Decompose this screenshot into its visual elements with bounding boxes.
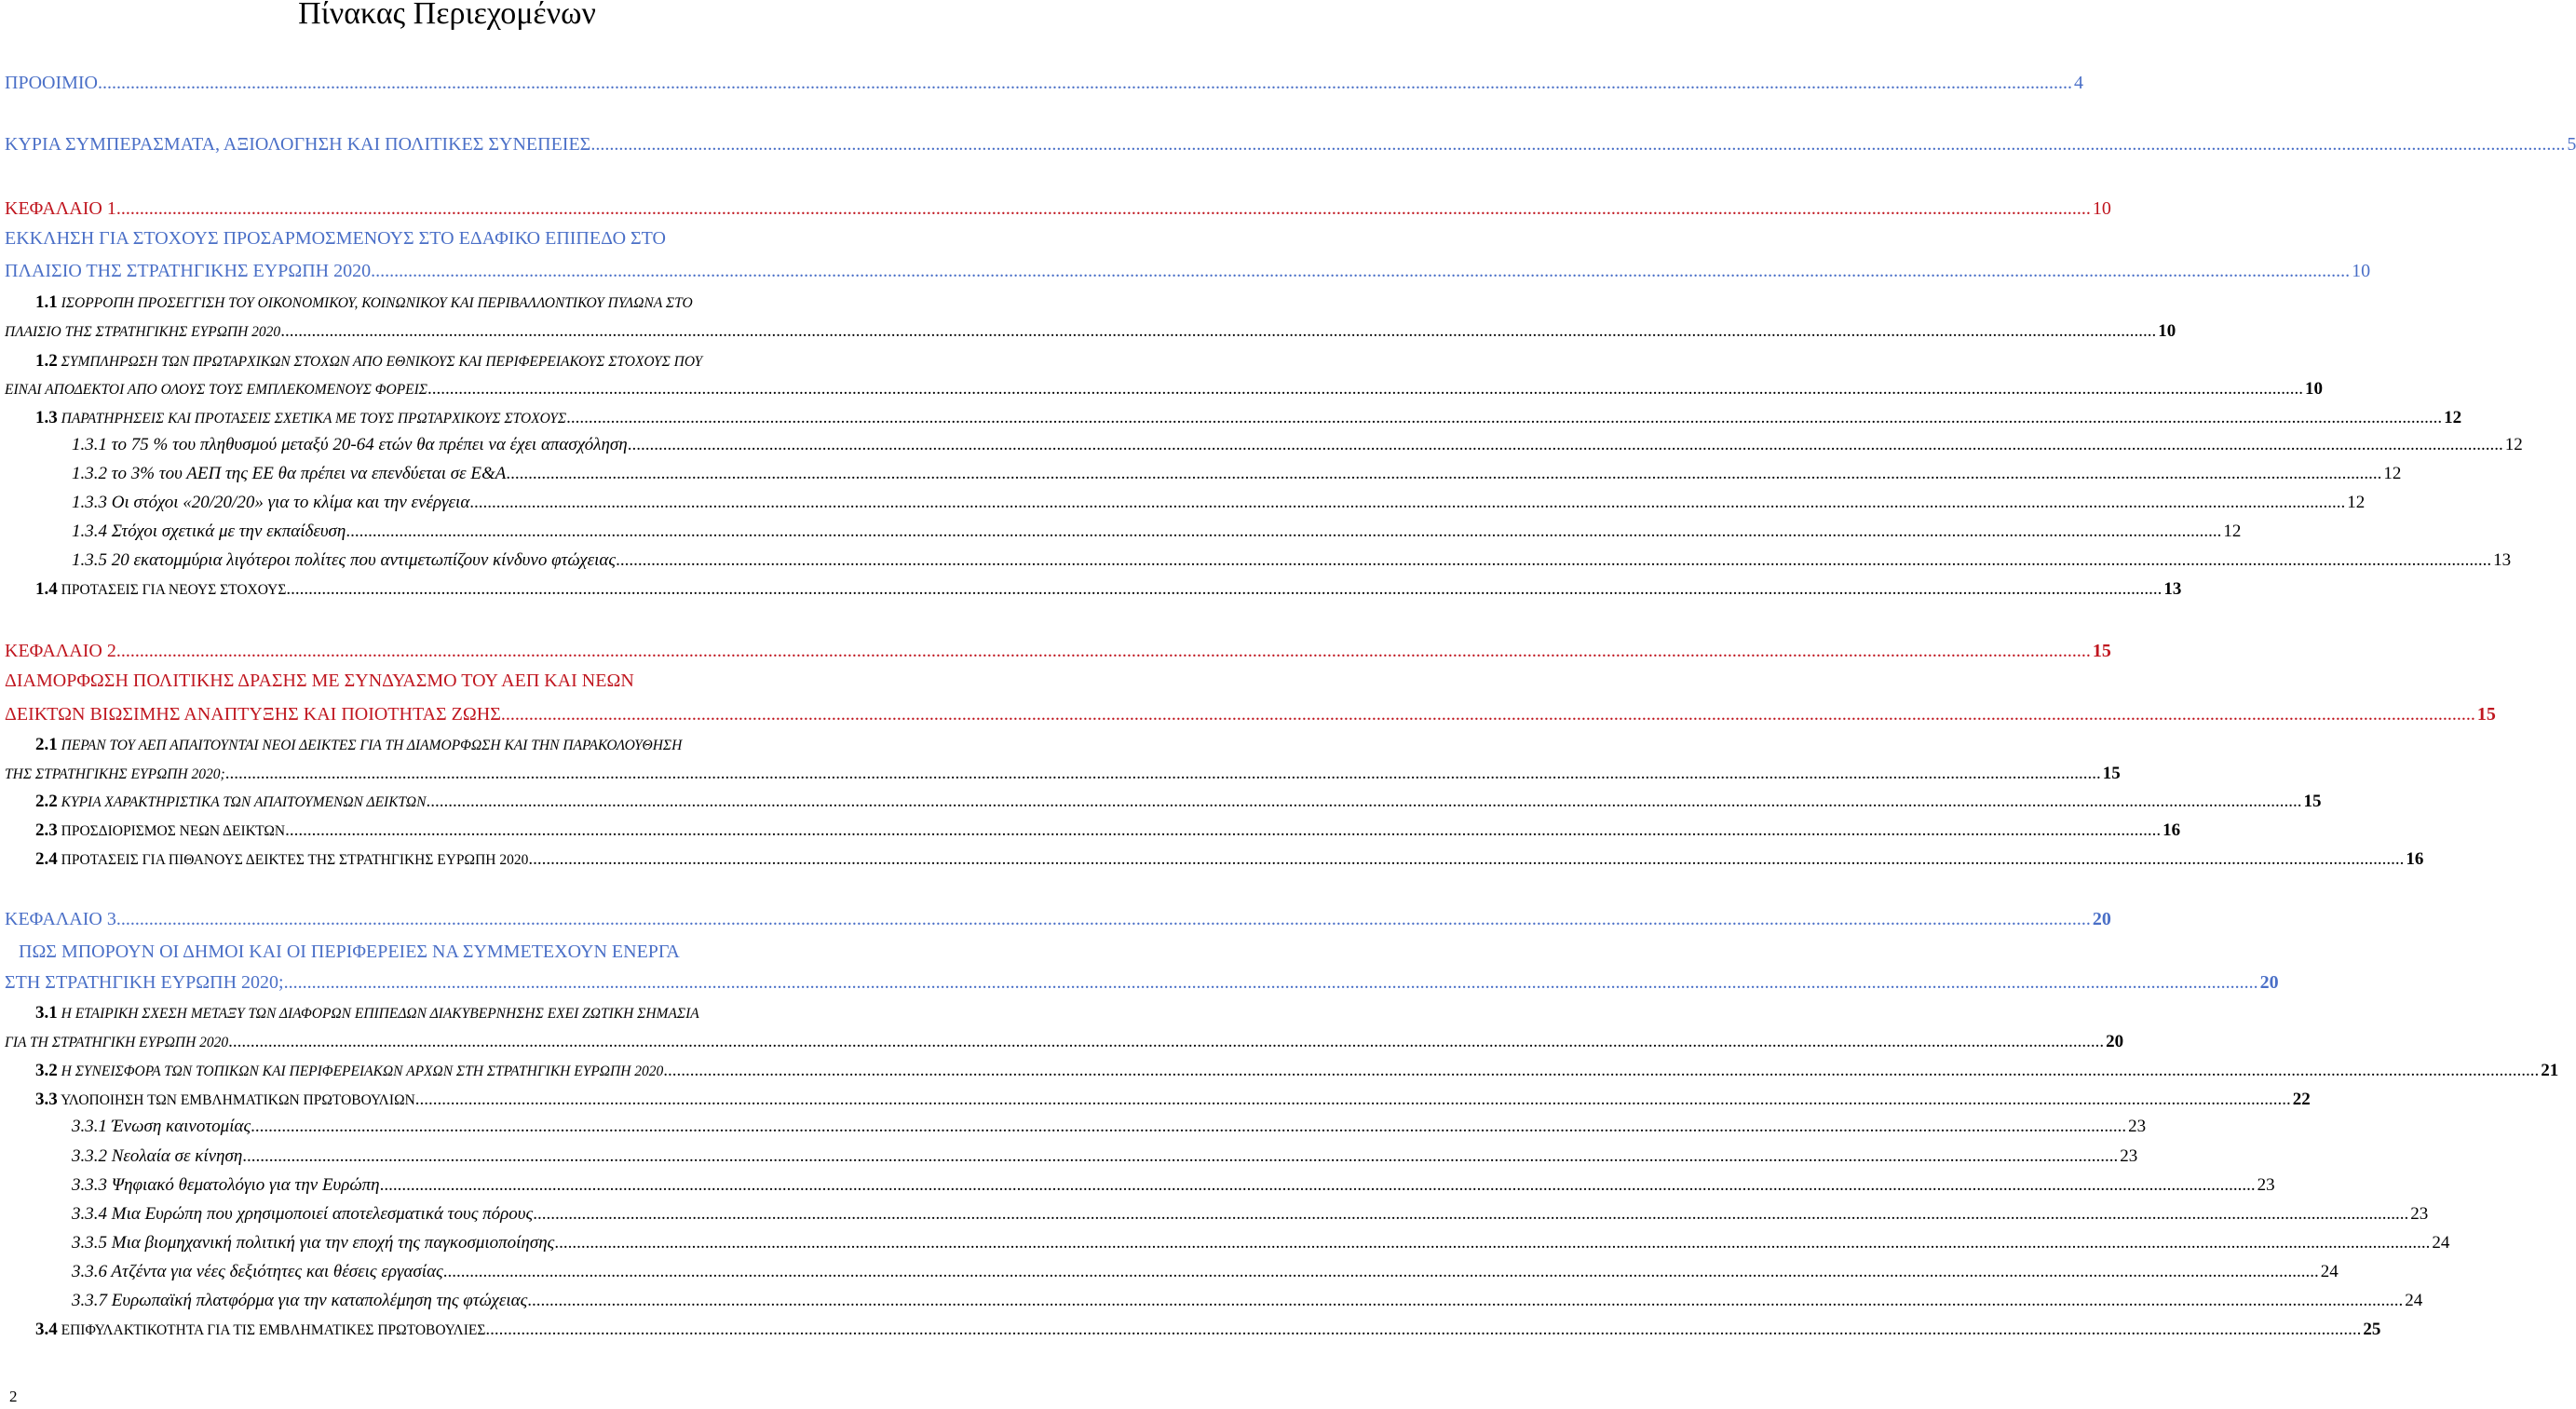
toc-entry-1-1[interactable] <box>5 321 2176 342</box>
toc-entry-3-3-7[interactable] <box>72 1291 2423 1311</box>
toc-page-number: 21 <box>2541 1061 2559 1080</box>
toc-page-number: 5 <box>2567 134 2576 155</box>
toc-entry-3-3[interactable] <box>35 1090 2311 1110</box>
toc-entry-1-3-2[interactable] <box>72 464 2402 484</box>
chapter-3-title-line-1[interactable]: ΠΩΣ ΜΠΟΡΟΥΝ ΟΙ ΔΗΜΟΙ ΚΑΙ ΟΙ ΠΕΡΙΦΕΡΕΙΕΣ ΝΑ ΣΥΜΜΕΤΕΧΟΥΝ ΕΝΕΡΓΑ <box>19 942 680 962</box>
dot-leader <box>616 550 2491 571</box>
toc-entry-1-3-4[interactable] <box>72 522 2242 542</box>
toc-entry-1-2-line-1[interactable] <box>35 351 702 372</box>
toc-entry-text: 3.3.2 Νεολαία σε κίνηση <box>72 1146 243 1166</box>
toc-entry-chapter-1-title[interactable] <box>5 261 2371 282</box>
dot-leader <box>485 1320 2361 1340</box>
toc-page-number: 15 <box>2476 704 2496 725</box>
toc-page-number: 24 <box>2320 1262 2339 1281</box>
toc-entry-1-3[interactable] <box>35 408 2462 428</box>
section-number: 1.3 <box>35 408 58 427</box>
toc-entry-text: ΓΙΑ ΤΗ ΣΤΡΑΤΗΓΙΚΗ ΕΥΡΩΠΗ 2020 <box>5 1035 229 1050</box>
dot-leader <box>443 1262 2319 1282</box>
toc-entry-text: 1.3.2 το 3% του ΑΕΠ της ΕΕ θα πρέπει να επενδύεται σε Ε&Α <box>72 464 507 483</box>
dot-leader <box>285 820 2161 841</box>
dot-leader <box>566 408 2442 428</box>
toc-entry-chapter-3[interactable] <box>5 909 2111 930</box>
toc-entry-text: ΣΥΜΠΛΗΡΩΣΗ ΤΩΝ ΠΡΩΤΑΡΧΙΚΩΝ ΣΤΟΧΩΝ ΑΠΟ ΕΘΝΙΚΟΥΣ ΚΑΙ ΠΕΡΙΦΕΡΕΙΑΚΟΥΣ ΣΤΟΧΟΥΣ ΠΟΥ <box>61 354 703 370</box>
toc-entry-chapter-2-title[interactable] <box>5 704 2496 725</box>
toc-entry-3-2[interactable] <box>35 1061 2559 1081</box>
dot-leader <box>251 1117 2126 1137</box>
dot-leader <box>98 73 2072 94</box>
toc-entry-text: 3.3.6 Ατζέντα για νέες δεξιότητες και θέσεις εργασίας <box>72 1262 443 1281</box>
toc-entry-2-2[interactable] <box>35 792 2322 812</box>
dot-leader <box>346 522 2221 542</box>
toc-entry-text: 3.3.3 Ψηφιακό θεματολόγιο για την Ευρώπη <box>72 1175 380 1195</box>
toc-entry-text: ΚΥΡΙΑ ΧΑΡΑΚΤΗΡΙΣΤΙΚΑ ΤΩΝ ΑΠΑΙΤΟΥΜΕΝΩΝ ΔΕΙΚΤΩΝ <box>61 794 427 810</box>
toc-entry-chapter-2[interactable] <box>5 641 2111 662</box>
toc-title: Πίνακας Περιεχομένων <box>298 0 596 31</box>
toc-entry-1-3-5[interactable] <box>72 550 2512 571</box>
toc-entry-2-3[interactable] <box>35 820 2181 841</box>
toc-entry-3-3-3[interactable] <box>72 1175 2275 1196</box>
toc-page-number: 12 <box>2223 522 2242 541</box>
dot-leader <box>415 1090 2291 1110</box>
toc-entry-text: ΚΕΦΑΛΑΙΟ 1 <box>5 198 116 219</box>
toc-entry-text: 1.3.3 Οι στόχοι «20/20/20» για το κλίμα και την ενέργεια <box>72 493 470 512</box>
toc-page-number: 23 <box>2257 1175 2275 1195</box>
dot-leader <box>501 704 2475 725</box>
toc-entry-1-1-line-1[interactable] <box>35 292 693 313</box>
toc-entry-kyria[interactable] <box>5 134 2576 156</box>
toc-entry-text: ΠΕΡΑΝ ΤΟΥ ΑΕΠ ΑΠΑΙΤΟΥΝΤΑΙ ΝΕΟΙ ΔΕΙΚΤΕΣ ΓΙΑ ΤΗ ΔΙΑΜΟΡΦΩΣΗ ΚΑΙ ΤΗΝ ΠΑΡΑΚΟΛΟΥΘΗΣΗ <box>61 738 683 753</box>
toc-page-number: 20 <box>2259 972 2279 993</box>
toc-entry-text: ΠΡΟΤΑΣΕΙΣ ΓΙΑ ΠΙΘΑΝΟΥΣ ΔΕΙΚΤΕΣ ΤΗΣ ΣΤΡΑΤΗΓΙΚΗΣ ΕΥΡΩΠΗ 2020 <box>61 852 529 868</box>
toc-page-number: 23 <box>2128 1117 2147 1136</box>
section-number: 3.4 <box>35 1320 58 1339</box>
toc-entry-3-1[interactable] <box>5 1032 2124 1052</box>
toc-page-number: 15 <box>2102 764 2121 783</box>
toc-entry-chapter-1[interactable] <box>5 198 2111 220</box>
toc-page-number: 10 <box>2352 261 2371 281</box>
toc-entry-text: ΠΡΟΟΙΜΙΟ <box>5 73 98 93</box>
toc-entry-text: ΠΛΑΙΣΙΟ ΤΗΣ ΣΤΡΑΤΗΓΙΚΗΣ ΕΥΡΩΠΗ 2020 <box>5 324 281 340</box>
toc-entry-text: ΣΤΗ ΣΤΡΑΤΗΓΙΚΗ ΕΥΡΩΠΗ 2020; <box>5 972 284 993</box>
toc-entry-text: 1.3.1 το 75 % του πληθυσμού μεταξύ 20-64 ετών θα πρέπει να έχει απασχόληση <box>72 435 628 454</box>
toc-entry-3-3-1[interactable] <box>72 1117 2147 1137</box>
toc-entry-text: ΤΗΣ ΣΤΡΑΤΗΓΙΚΗΣ ΕΥΡΩΠΗ 2020; <box>5 766 225 782</box>
toc-page-number: 20 <box>2106 1032 2124 1051</box>
section-number: 1.1 <box>35 292 58 312</box>
toc-entry-3-3-4[interactable] <box>72 1204 2429 1225</box>
toc-entry-text: ΕΠΙΦΥΛΑΚΤΙΚΟΤΗΤΑ ΓΙΑ ΤΙΣ ΕΜΒΛΗΜΑΤΙΚΕΣ ΠΡΩΤΟΒΟΥΛΙΕΣ <box>61 1322 486 1338</box>
dot-leader <box>380 1175 2256 1196</box>
dot-leader <box>426 792 2301 812</box>
dot-leader <box>242 1146 2118 1167</box>
toc-page-number: 4 <box>2074 73 2083 93</box>
toc-entry-text: ΠΡΟΣΔΙΟΡΙΣΜΟΣ ΝΕΩΝ ΔΕΙΚΤΩΝ <box>61 823 286 839</box>
toc-entry-text: ΔΕΙΚΤΩΝ ΒΙΩΣΙΜΗΣ ΑΝΑΠΤΥΞΗΣ ΚΑΙ ΠΟΙΟΤΗΤΑΣ ΖΩΗΣ <box>5 704 501 725</box>
toc-page-number: 24 <box>2432 1233 2450 1253</box>
toc-page-number: 25 <box>2363 1320 2381 1339</box>
toc-page-number: 12 <box>2383 464 2402 483</box>
toc-page-number: 10 <box>2092 198 2111 219</box>
toc-page-number: 13 <box>2163 579 2182 599</box>
dot-leader <box>284 972 2258 994</box>
dot-leader <box>375 261 2350 282</box>
toc-page-number: 12 <box>2504 435 2523 454</box>
toc-entry-text: ΠΑΡΑΤΗΡΗΣΕΙΣ ΚΑΙ ΠΡΟΤΑΣΕΙΣ ΣΧΕΤΙΚΑ ΜΕ ΤΟΥΣ ΠΡΩΤΑΡΧΙΚΟΥΣ ΣΤΟΧΟΥΣ <box>61 411 567 427</box>
toc-page-number: 10 <box>2158 321 2176 341</box>
toc-entry-text: 1.3.5 20 εκατομμύρια λιγότεροι πολίτες που αντιμετωπίζουν κίνδυνο φτώχειας <box>72 550 617 570</box>
toc-page-number: 10 <box>2305 379 2324 399</box>
section-number: 2.2 <box>35 792 58 811</box>
toc-entry-3-3-5[interactable] <box>72 1233 2450 1253</box>
dot-leader <box>286 579 2162 600</box>
dot-leader <box>506 464 2381 484</box>
toc-entry-text: 1.3.4 Στόχοι σχετικά με την εκπαίδευση <box>72 522 346 541</box>
toc-page-number: 15 <box>2092 641 2111 661</box>
dot-leader <box>116 641 2091 662</box>
toc-page-number: 12 <box>2347 493 2366 512</box>
toc-entry-2-1-line-1[interactable] <box>35 735 682 755</box>
dot-leader <box>527 1291 2403 1311</box>
section-number: 1.4 <box>35 579 58 599</box>
section-number: 2.4 <box>35 849 58 869</box>
dot-leader <box>554 1233 2430 1253</box>
dot-leader <box>427 379 2303 400</box>
dot-leader <box>280 321 2156 342</box>
toc-entry-text: ΚΕΦΑΛΑΙΟ 2 <box>5 641 116 661</box>
toc-entry-1-3-1[interactable] <box>72 435 2523 455</box>
page-number-footer: 2 <box>9 1388 18 1405</box>
section-number: 1.2 <box>35 351 58 371</box>
section-number: 3.2 <box>35 1061 58 1080</box>
toc-entry-1-2[interactable] <box>5 379 2324 400</box>
toc-entry-text: 3.3.4 Μια Ευρώπη που χρησιμοποιεί αποτελεσματικά τους πόρους <box>72 1204 534 1224</box>
toc-entry-text: 3.3.1 Ένωση καινοτομίας <box>72 1117 251 1136</box>
section-number: 3.1 <box>35 1003 58 1023</box>
toc-page-number: 23 <box>2410 1204 2429 1224</box>
chapter-2-title-line-1[interactable]: ΔΙΑΜΟΡΦΩΣΗ ΠΟΛΙΤΙΚΗΣ ΔΡΑΣΗΣ ΜΕ ΣΥΝΔΥΑΣΜΟ ΤΟΥ ΑΕΠ ΚΑΙ ΝΕΩΝ <box>5 671 634 691</box>
dot-leader <box>225 764 2101 784</box>
toc-entry-3-4[interactable] <box>35 1320 2381 1340</box>
toc-page-number: 20 <box>2092 909 2111 929</box>
toc-entry-prooimio[interactable] <box>5 73 2083 94</box>
chapter-1-title-line-1[interactable]: ΕΚΚΛΗΣΗ ΓΙΑ ΣΤΟΧΟΥΣ ΠΡΟΣΑΡΜΟΣΜΕΝΟΥΣ ΣΤΟ ΕΔΑΦΙΚΟ ΕΠΙΠΕΔΟ ΣΤΟ <box>5 228 666 249</box>
toc-entry-3-1-line-1[interactable] <box>35 1003 699 1023</box>
toc-entry-text: ΚΕΦΑΛΑΙΟ 3 <box>5 909 116 929</box>
toc-page-number: 15 <box>2303 792 2322 811</box>
toc-entry-3-3-2[interactable] <box>72 1146 2138 1167</box>
toc-entry-3-3-6[interactable] <box>72 1262 2339 1282</box>
dot-leader <box>469 493 2345 513</box>
section-number: 3.3 <box>35 1090 58 1109</box>
toc-page-number: 23 <box>2120 1146 2138 1166</box>
toc-page-number: 13 <box>2493 550 2512 570</box>
toc-entry-text: 3.3.7 Ευρωπαϊκή πλατφόρμα για την καταπολέμηση της φτώχειας <box>72 1291 528 1310</box>
toc-page-number: 22 <box>2292 1090 2311 1109</box>
dot-leader <box>663 1061 2539 1081</box>
toc-page-number: 12 <box>2444 408 2462 427</box>
dot-leader <box>528 849 2404 870</box>
dot-leader <box>533 1204 2408 1225</box>
toc-page-number: 16 <box>2406 849 2424 869</box>
toc-entry-1-4[interactable] <box>35 579 2182 600</box>
toc-entry-text: ΚΥΡΙΑ ΣΥΜΠΕΡΑΣΜΑΤΑ, ΑΞΙΟΛΟΓΗΣΗ ΚΑΙ ΠΟΛΙΤΙΚΕΣ ΣΥΝΕΠΕΙΕΣ <box>5 134 591 155</box>
toc-entry-text: Η ΕΤΑΙΡΙΚΗ ΣΧΕΣΗ ΜΕΤΑΞΥ ΤΩΝ ΔΙΑΦΟΡΩΝ ΕΠΙΠΕΔΩΝ ΔΙΑΚΥΒΕΡΝΗΣΗΣ ΕΧΕΙ ΖΩΤΙΚΗ ΣΗΜΑΣΙΑ <box>61 1006 699 1022</box>
toc-entry-text: ΠΛΑΙΣΙΟ ΤΗΣ ΣΤΡΑΤΗΓΙΚΗΣ ΕΥΡΩΠΗ 2020. <box>5 261 376 281</box>
toc-entry-2-4[interactable] <box>35 849 2424 870</box>
toc-entry-text: ΕΙΝΑΙ ΑΠΟΔΕΚΤΟΙ ΑΠΟ ΟΛΟΥΣ ΤΟΥΣ ΕΜΠΛΕΚΟΜΕΝΟΥΣ ΦΟΡΕΙΣ <box>5 382 428 398</box>
toc-entry-1-3-3[interactable] <box>72 493 2366 513</box>
dot-leader <box>590 134 2565 156</box>
toc-entry-text: Η ΣΥΝΕΙΣΦΟΡΑ ΤΩΝ ΤΟΠΙΚΩΝ ΚΑΙ ΠΕΡΙΦΕΡΕΙΑΚΩΝ ΑΡΧΩΝ ΣΤΗ ΣΤΡΑΤΗΓΙΚΗ ΕΥΡΩΠΗ 2020 <box>61 1064 664 1079</box>
dot-leader <box>116 198 2091 220</box>
toc-entry-text: ΠΡΟΤΑΣΕΙΣ ΓΙΑ ΝΕΟΥΣ ΣΤΟΧΟΥΣ <box>61 582 287 598</box>
toc-entry-chapter-3-title[interactable] <box>5 972 2279 994</box>
toc-entry-2-1[interactable] <box>5 764 2121 784</box>
toc-entry-text: ΙΣΟΡΡΟΠΗ ΠΡΟΣΕΓΓΙΣΗ ΤΟΥ ΟΙΚΟΝΟΜΙΚΟΥ, ΚΟΙΝΩΝΙΚΟΥ ΚΑΙ ΠΕΡΙΒΑΛΛΟΝΤΙΚΟΥ ΠΥΛΩΝΑ ΣΤΟ <box>61 295 693 311</box>
section-number: 2.3 <box>35 820 58 840</box>
toc-entry-text: ΥΛΟΠΟΙΗΣΗ ΤΩΝ ΕΜΒΛΗΜΑΤΙΚΩΝ ΠΡΩΤΟΒΟΥΛΙΩΝ <box>61 1092 415 1108</box>
section-number: 2.1 <box>35 735 58 754</box>
dot-leader <box>628 435 2503 455</box>
toc-entry-text: 3.3.5 Μια βιομηχανική πολιτική για την εποχή της παγκοσμιοποίησης <box>72 1233 555 1253</box>
toc-page-number: 16 <box>2162 820 2181 840</box>
dot-leader <box>116 909 2091 930</box>
dot-leader <box>228 1032 2104 1052</box>
toc-page-number: 24 <box>2405 1291 2423 1310</box>
